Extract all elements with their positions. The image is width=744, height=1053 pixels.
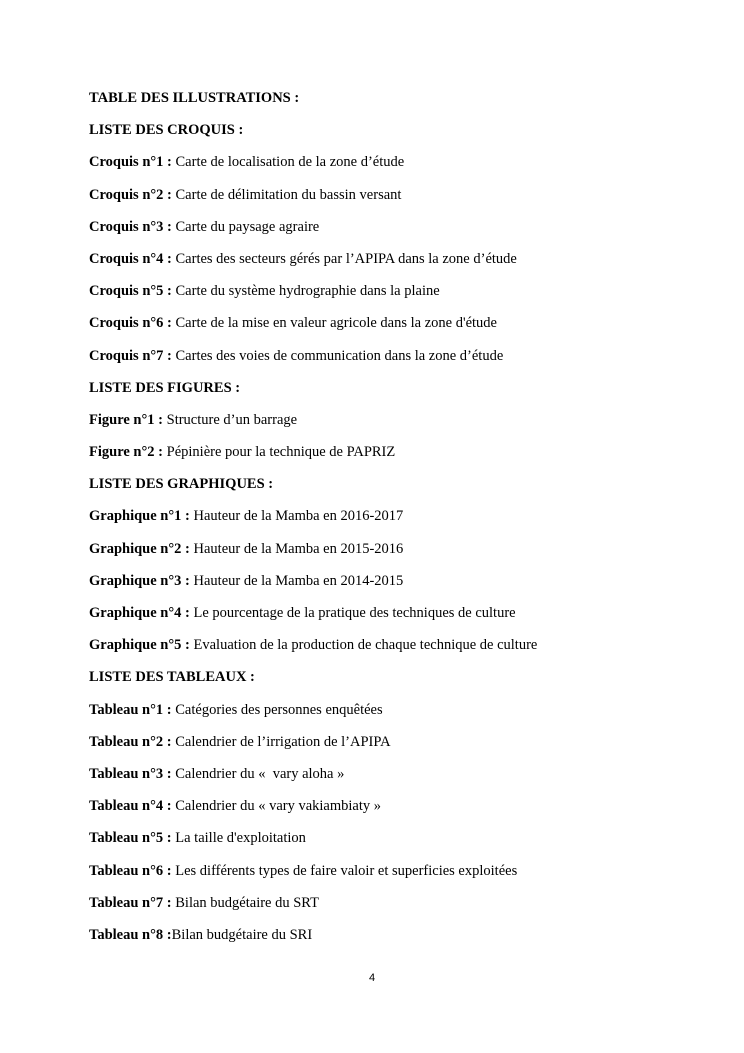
item-text: Bilan budgétaire du SRI	[171, 926, 313, 943]
section-heading: LISTE DES TABLEAUX :	[89, 669, 255, 686]
item-label: Tableau n°2 :	[89, 733, 172, 750]
item-text: Catégories des personnes enquêtées	[171, 701, 383, 718]
item-text: Les différents types de faire valoir et superficies exploitées	[171, 862, 518, 879]
list-item	[89, 700, 689, 720]
page-number: 4	[368, 972, 376, 984]
item-label: Croquis n°3 :	[89, 218, 172, 235]
item-label: Croquis n°7 :	[89, 347, 172, 364]
list-item	[89, 603, 689, 623]
item-text: Bilan budgétaire du SRT	[171, 894, 319, 911]
list-item	[89, 861, 689, 881]
section-heading: LISTE DES CROQUIS :	[89, 122, 244, 139]
item-text: Calendrier du « vary aloha »	[171, 765, 345, 782]
item-label: Figure n°2 :	[89, 444, 164, 461]
item-label: Croquis n°6 :	[89, 315, 172, 332]
item-text: Pépinière pour la technique de PAPRIZ	[163, 444, 396, 461]
list-item	[89, 185, 689, 205]
item-text: Carte de délimitation du bassin versant	[171, 186, 402, 203]
list-item	[89, 152, 689, 172]
list-item	[89, 828, 689, 848]
item-text: Hauteur de la Mamba en 2014-2015	[189, 572, 404, 589]
item-label: Graphique n°2 :	[89, 540, 190, 557]
list-item	[89, 635, 689, 655]
item-label: Tableau n°4 :	[89, 798, 172, 815]
item-label: Tableau n°8 :	[89, 926, 172, 943]
item-label: Graphique n°1 :	[89, 508, 190, 525]
item-label: Croquis n°5 :	[89, 283, 172, 300]
list-item	[89, 539, 689, 559]
list-item	[89, 764, 689, 784]
item-text: Calendrier de l’irrigation de l’APIPA	[171, 733, 391, 750]
list-item	[89, 217, 689, 237]
list-item	[89, 796, 689, 816]
list-item	[89, 893, 689, 913]
list-item	[89, 410, 689, 430]
document-title: TABLE DES ILLUSTRATIONS :	[89, 90, 300, 106]
item-text: Le pourcentage de la pratique des techniques de culture	[189, 605, 516, 621]
list-item	[89, 442, 689, 462]
item-label: Graphique n°4 :	[89, 605, 190, 621]
item-label: Croquis n°2 :	[89, 186, 172, 203]
item-label: Tableau n°7 :	[89, 894, 172, 911]
item-text: Evaluation de la production de chaque technique de culture	[189, 637, 538, 654]
list-item	[89, 506, 689, 526]
item-text: La taille d'exploitation	[171, 830, 306, 847]
illustration-lists	[89, 120, 689, 945]
item-label: Figure n°1 :	[89, 411, 164, 428]
item-text: Cartes des secteurs gérés par l’APIPA dans la zone d’étude	[171, 250, 517, 267]
item-text: Cartes des voies de communication dans la zone d’étude	[171, 347, 504, 364]
item-text: Carte de la mise en valeur agricole dans la zone d'étude	[171, 315, 497, 332]
list-item	[89, 249, 689, 269]
item-label: Graphique n°5 :	[89, 637, 190, 654]
item-label: Croquis n°4 :	[89, 250, 172, 267]
item-text: Carte de localisation de la zone d’étude	[171, 154, 405, 171]
item-text: Calendrier du « vary vakiambiaty »	[171, 798, 382, 815]
item-label: Tableau n°6 :	[89, 862, 172, 879]
item-text: Carte du système hydrographie dans la plaine	[171, 283, 440, 300]
list-item	[89, 281, 689, 301]
item-label: Croquis n°1 :	[89, 154, 172, 171]
item-text: Carte du paysage agraire	[171, 218, 320, 235]
item-label: Graphique n°3 :	[89, 572, 190, 589]
item-label: Tableau n°1 :	[89, 701, 172, 718]
list-item	[89, 313, 689, 333]
item-text: Hauteur de la Mamba en 2015-2016	[189, 540, 404, 557]
item-text: Structure d’un barrage	[163, 411, 298, 428]
item-label: Tableau n°3 :	[89, 765, 172, 782]
document-page	[89, 88, 689, 957]
item-text: Hauteur de la Mamba en 2016-2017	[189, 508, 404, 525]
item-label: Tableau n°5 :	[89, 830, 172, 847]
list-item	[89, 925, 689, 945]
list-item	[89, 732, 689, 752]
section-heading: LISTE DES FIGURES :	[89, 379, 241, 396]
list-item	[89, 346, 689, 366]
list-item	[89, 571, 689, 591]
section-heading: LISTE DES GRAPHIQUES :	[89, 476, 274, 493]
